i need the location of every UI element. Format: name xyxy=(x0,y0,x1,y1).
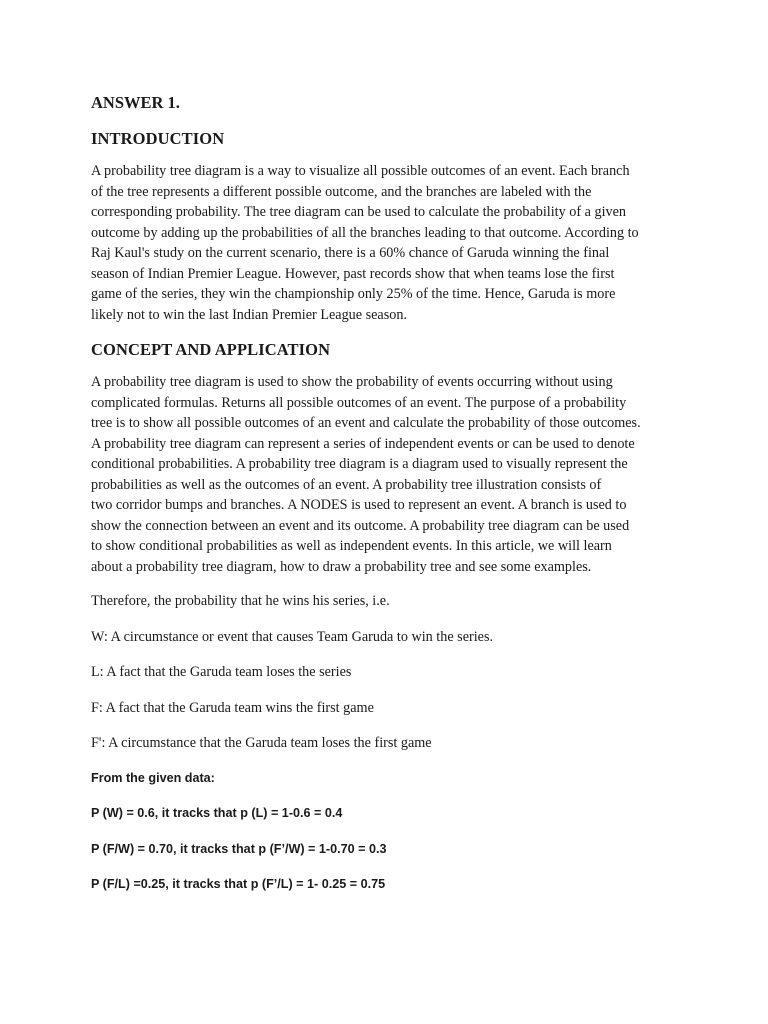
definition-w: W: A circumstance or event that causes Team Garuda to win the series. xyxy=(91,628,494,645)
definition-f: F: A fact that the Garuda team wins the first game xyxy=(91,699,374,716)
paragraph-line: two corridor bumps and branches. A NODES is used to represent an event. A branch is used to xyxy=(91,497,627,513)
paragraph-line: A probability tree diagram is used to show the probability of events occurring without using xyxy=(91,374,613,390)
paragraph-line: about a probability tree diagram, how to draw a probability tree and see some examples. xyxy=(91,558,592,575)
paragraph-line: likely not to win the last Indian Premier League season. xyxy=(91,306,407,323)
paragraph-line: corresponding probability. The tree diagram can be used to calculate the probability of a given xyxy=(91,204,626,220)
paragraph-line: tree is to show all possible outcomes of an event and calculate the probability of those outcomes. xyxy=(91,415,641,431)
paragraph-line: of the tree represents a different possible outcome, and the branches are labeled with the xyxy=(91,183,592,200)
paragraph-line: Raj Kaul's study on the current scenario, there is a 60% chance of Garuda winning the final xyxy=(91,245,610,261)
paragraph-line: game of the series, they win the championship only 25% of the time. Hence, Garuda is more xyxy=(91,286,616,302)
paragraph-line: complicated formulas. Returns all possible outcomes of an event. The purpose of a probability xyxy=(91,394,627,411)
paragraph-line: probabilities as well as the outcomes of an event. A probability tree illustration consists of xyxy=(91,476,602,493)
introduction-paragraph xyxy=(91,161,681,325)
concept-paragraph xyxy=(91,372,681,577)
paragraph-line: outcome by adding up the probabilities of all the branches leading to that outcome. According to xyxy=(91,224,639,241)
concept-heading: CONCEPT AND APPLICATION xyxy=(91,340,331,359)
given-line-1: P (W) = 0.6, it tracks that p (L) = 1-0.6 = 0.4 xyxy=(91,806,343,820)
given-line-2: P (F/W) = 0.70, it tracks that p (F’/W) = 1-0.70 = 0.3 xyxy=(91,841,387,856)
paragraph-line: conditional probabilities. A probability tree diagram is a diagram used to visually represent the xyxy=(91,456,628,472)
definition-f-prime: F': A circumstance that the Garuda team loses the first game xyxy=(91,735,432,751)
document-page xyxy=(91,92,681,911)
paragraph-line: A probability tree diagram can represent a series of independent events or can be used to denote xyxy=(91,435,635,452)
paragraph-line: show the connection between an event and its outcome. A probability tree diagram can be used xyxy=(91,517,630,534)
therefore-line: Therefore, the probability that he wins his series, i.e. xyxy=(91,593,390,609)
paragraph-line: to show conditional probabilities as well as independent events. In this article, we will learn xyxy=(91,538,612,554)
introduction-heading: INTRODUCTION xyxy=(91,129,225,148)
given-data-heading: From the given data: xyxy=(91,770,215,785)
answer-heading: ANSWER 1. xyxy=(91,93,180,112)
definition-l: L: A fact that the Garuda team loses the series xyxy=(91,664,352,680)
paragraph-line: season of Indian Premier League. However, past records show that when teams lose the first xyxy=(91,265,615,282)
paragraph-line: A probability tree diagram is a way to visualize all possible outcomes of an event. Each branch xyxy=(91,163,630,179)
given-line-3: P (F/L) =0.25, it tracks that p (F’/L) = 1- 0.25 = 0.75 xyxy=(91,877,386,891)
